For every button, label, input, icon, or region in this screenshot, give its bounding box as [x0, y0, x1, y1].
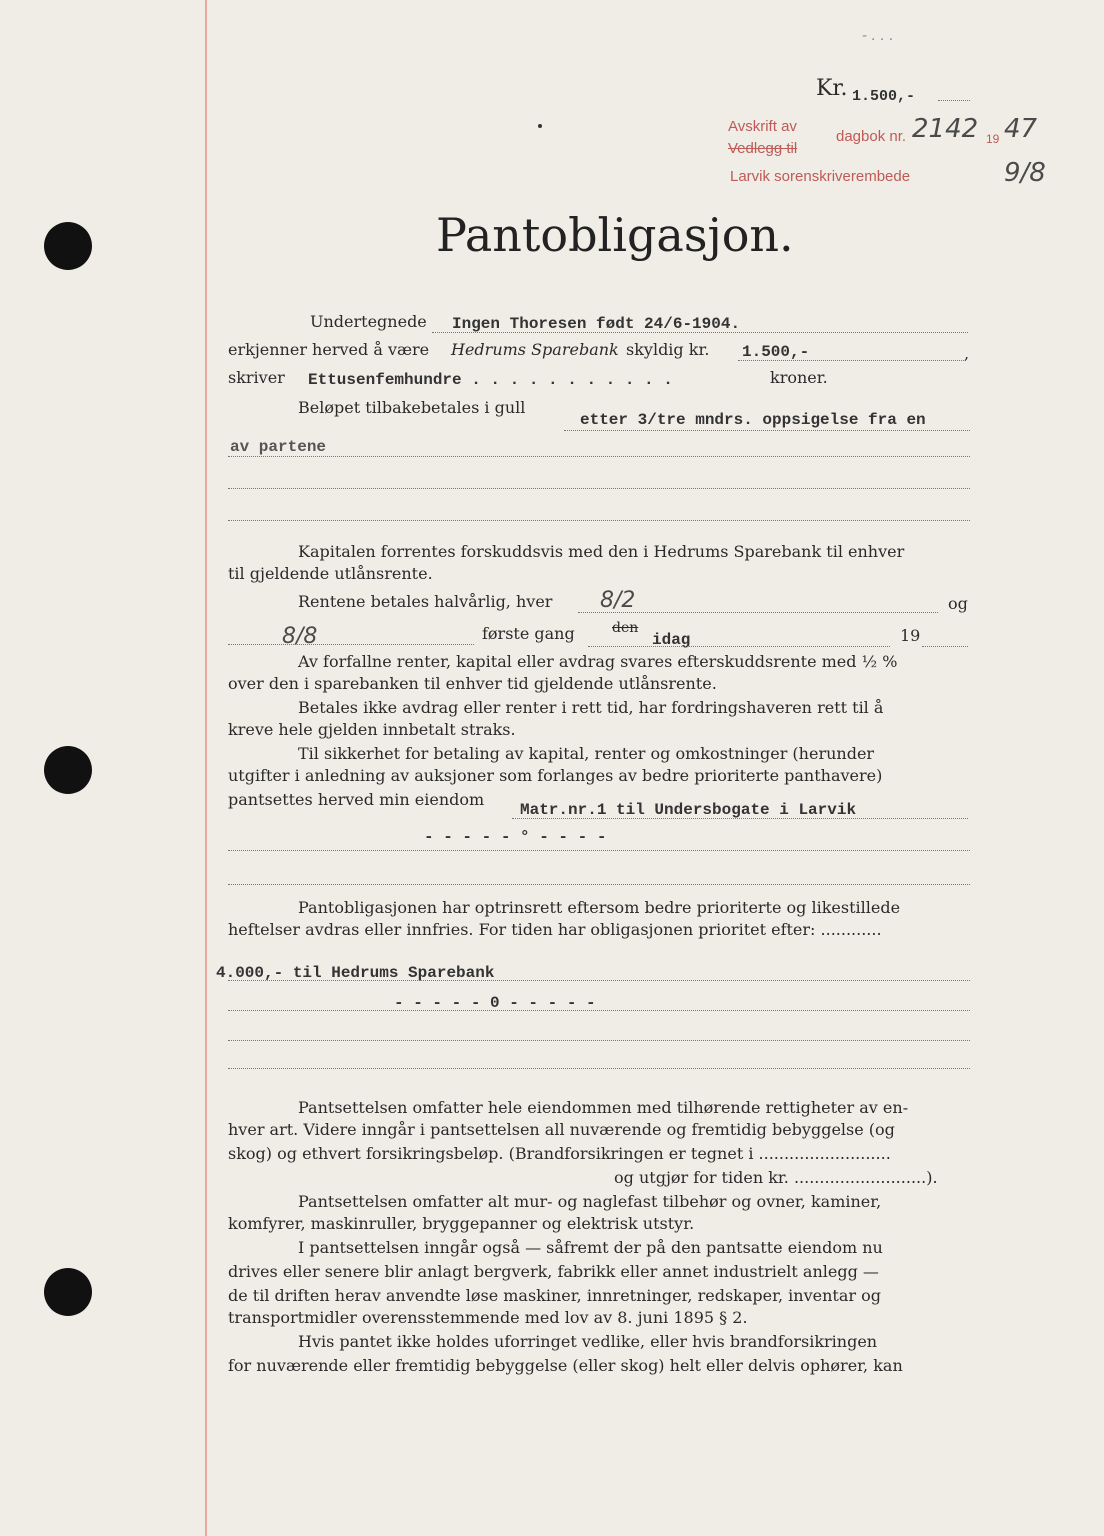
prioritet-line-1: Pantobligasjonen har optrinsrett eftersom bedre prioriterte og likestillede — [298, 898, 901, 917]
dagbok-number: 2142 — [912, 114, 979, 144]
prioritet-dash: - - - - - 0 - - - - - — [394, 994, 596, 1012]
forste-gang-label: første gang — [482, 624, 575, 643]
red-margin-line — [205, 0, 207, 1536]
year-prefix: 19 — [986, 132, 1000, 146]
punch-hole-top — [44, 222, 92, 270]
kroner-label: kroner. — [770, 368, 828, 387]
skyldig-text: skyldig kr. — [626, 340, 710, 359]
rentene-value-2: 8/8 — [282, 624, 318, 649]
year-19: 19 — [900, 626, 921, 645]
forste-gang-strike: den — [612, 620, 639, 636]
document-title: Pantobligasjon. — [436, 208, 794, 262]
year-suffix: 47 — [1004, 114, 1038, 144]
punch-hole-middle — [44, 746, 92, 794]
omfatter-line-1: Pantsettelsen omfatter hele eiendommen med tilhørende rettigheter av en- — [298, 1098, 909, 1117]
punch-hole-bottom — [44, 1268, 92, 1316]
sikkerhet-line-1: Til sikkerhet for betaling av kapital, renter og omkostninger (herunder — [298, 744, 875, 763]
undertegnede-value: Ingen Thoresen født 24/6-1904. — [452, 315, 741, 333]
erkjenner-text: erkjenner herved å være — [228, 340, 430, 359]
avskrift-stamp: Avskrift av — [728, 118, 797, 135]
skriver-value: Ettusenfemhundre . . . . . . . . . . . — [308, 371, 673, 389]
skyldig-value: 1.500,- — [742, 343, 810, 361]
omfatter-line-2: hver art. Videre inngår i pantsettelsen all nuværende og fremtidig bebyggelse (og — [228, 1120, 895, 1139]
tilbehor-line-1: Pantsettelsen omfatter alt mur- og naglefast tilbehør og ovner, kaminer, — [298, 1192, 882, 1211]
industri-line-2: drives eller senere blir anlagt bergverk, fabrikk eller annet industrielt anlegg — — [228, 1262, 879, 1281]
top-mark: - . . . — [862, 28, 894, 44]
industri-line-4: transportmidler overensstemmende med lov av 8. juni 1895 § 2. — [228, 1308, 748, 1327]
belopet-label: Beløpet tilbakebetales i gull — [298, 398, 526, 417]
tilbehor-line-2: komfyrer, maskinruller, bryggepanner og elektrisk utstyr. — [228, 1214, 695, 1233]
vedlegg-stamp: Vedlegg til — [728, 140, 798, 157]
omfatter-line-4: og utgjør for tiden kr. ..........................). — [614, 1168, 938, 1187]
pantsettes-dash: - - - - - ° - - - - — [424, 828, 607, 846]
prioritet-value: 4.000,- til Hedrums Sparebank — [216, 964, 495, 982]
comma: , — [964, 344, 970, 363]
belopet-value-1: etter 3/tre mndrs. oppsigelse fra en — [580, 411, 926, 429]
forste-gang-value: idag — [652, 631, 691, 649]
forfall-line-2: over den i sparebanken til enhver tid gjeldende utlånsrente. — [228, 674, 717, 693]
dagbok-label: dagbok nr. — [836, 128, 907, 145]
industri-line-1: I pantsettelsen inngår også — såfremt der på den pantsatte eiendom nu — [298, 1238, 883, 1257]
prioritet-line-2: heftelser avdras eller innfries. For tiden har obligasjonen prioritet efter: ............ — [228, 920, 882, 939]
avdrag-line-1: Betales ikke avdrag eller renter i rett tid, har fordringshaveren rett til å — [298, 698, 884, 717]
sikkerhet-line-2: utgifter i anledning av auksjoner som forlanges av bedre prioriterte panthavere) — [228, 766, 883, 785]
vedlike-line-2: for nuværende eller fremtidig bebyggelse (eller skog) helt eller delvis ophører, kan — [228, 1356, 903, 1375]
rentene-label: Rentene betales halvårlig, hver — [298, 592, 553, 611]
kapital-line-1: Kapitalen forrentes forskuddsvis med den i Hedrums Sparebank til enhver — [298, 542, 905, 561]
og-label: og — [948, 594, 968, 613]
pantsettes-label: pantsettes herved min eiendom — [228, 790, 485, 809]
date-note: 9/8 — [1004, 158, 1046, 188]
kr-label: Kr. — [816, 76, 848, 101]
stray-dot — [538, 124, 542, 128]
rentene-value-1: 8/2 — [600, 588, 636, 613]
forfall-line-1: Av forfallne renter, kapital eller avdrag svares efterskuddsrente med ½ % — [298, 652, 898, 671]
industri-line-3: de til driften herav anvendte løse maskiner, innretninger, redskaper, inventar og — [228, 1286, 881, 1305]
kr-amount: 1.500,- — [852, 88, 916, 105]
avdrag-line-2: kreve hele gjelden innbetalt straks. — [228, 720, 516, 739]
bank-name: Hedrums Sparebank — [451, 340, 619, 359]
vedlike-line-1: Hvis pantet ikke holdes uforringet vedlike, eller hvis brandforsikringen — [298, 1332, 878, 1351]
kapital-line-2: til gjeldende utlånsrente. — [228, 564, 433, 583]
undertegnede-label: Undertegnede — [310, 312, 427, 331]
skriver-label: skriver — [228, 368, 285, 387]
pantsettes-value: Matr.nr.1 til Undersbogate i Larvik — [520, 801, 857, 819]
omfatter-line-3: skog) og ethvert forsikringsbeløp. (Brandforsikringen er tegnet i .......................... — [228, 1144, 891, 1163]
belopet-value-2: av partene — [230, 438, 327, 456]
office-stamp: Larvik sorenskriverembede — [730, 168, 911, 185]
